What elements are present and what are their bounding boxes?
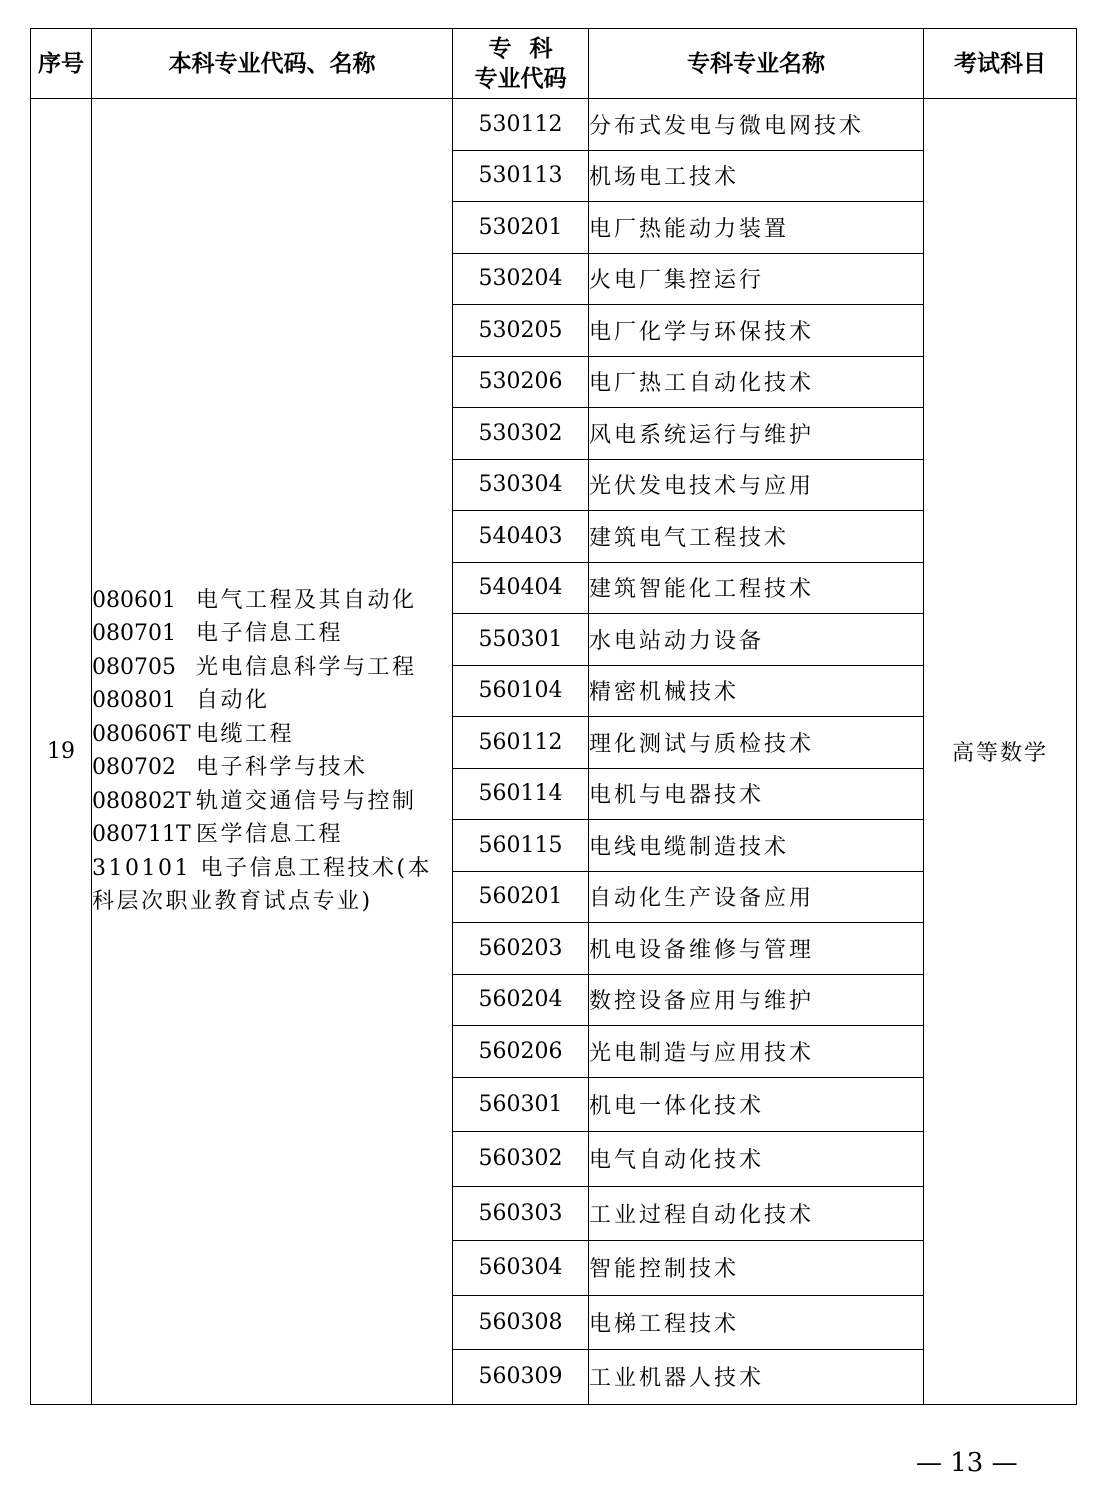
junior-major-code: 530204 [453,253,589,305]
header-row [31,29,1077,99]
undergrad-major-name: 轨道交通信号与控制 [196,788,417,814]
undergrad-major-name: 医学信息工程 [196,822,344,848]
junior-major-name: 精密机械技术 [589,665,924,717]
junior-major-name: 工业机器人技术 [589,1350,924,1405]
undergrad-major-item [92,818,452,852]
junior-major-name: 火电厂集控运行 [589,253,924,305]
junior-major-name: 电梯工程技术 [589,1295,924,1350]
undergrad-major-code: 080702 [92,755,176,781]
undergrad-cell [92,99,453,1405]
header-junior-code [453,29,589,99]
junior-major-name: 智能控制技术 [589,1241,924,1296]
undergrad-major-name: 光电信息科学与工程 [196,654,417,680]
undergrad-major-code: 080711T [92,822,191,848]
junior-major-code: 560203 [453,923,589,975]
undergrad-major-name: 电子信息工程 [196,621,344,647]
junior-major-code: 560204 [453,974,589,1026]
undergrad-major-code: 080701 [92,621,176,647]
junior-major-name: 机电设备维修与管理 [589,923,924,975]
junior-major-code: 530302 [453,408,589,460]
undergrad-major-code: 080606T [92,721,191,747]
undergrad-major-name: 自动化 [196,688,270,714]
junior-major-code: 560206 [453,1026,589,1078]
junior-major-code: 560303 [453,1186,589,1241]
undergrad-major-item [92,617,452,651]
header-junior-code-line1: 专科 [488,35,571,62]
undergrad-major-code: 080601 [92,587,176,613]
undergrad-major-item [92,584,452,618]
undergrad-major-code: 080801 [92,688,176,714]
junior-major-name: 建筑智能化工程技术 [589,562,924,614]
header-undergrad: 本科专业代码、名称 [92,29,453,99]
junior-major-name: 光伏发电技术与应用 [589,459,924,511]
undergrad-major-item [92,751,452,785]
junior-major-code: 530112 [453,99,589,151]
seq-cell: 19 [31,99,92,1405]
junior-major-code: 530304 [453,459,589,511]
junior-major-name: 机电一体化技术 [589,1077,924,1132]
junior-major-code: 530206 [453,356,589,408]
junior-major-name: 数控设备应用与维护 [589,974,924,1026]
header-junior-code-line2: 专业代码 [474,65,567,92]
header-seq: 序号 [31,29,92,99]
junior-major-name: 电厂化学与环保技术 [589,305,924,357]
undergrad-major-item [92,785,452,819]
page-number: — 13 — [916,1448,1018,1478]
junior-major-name: 光电制造与应用技术 [589,1026,924,1078]
undergrad-major-name: 电子科学与技术 [196,755,368,781]
junior-major-code: 560115 [453,820,589,872]
junior-major-code: 530113 [453,150,589,202]
junior-major-code: 540403 [453,511,589,563]
junior-major-name: 电厂热工自动化技术 [589,356,924,408]
undergrad-major-code: 080705 [92,654,176,680]
junior-major-code: 550301 [453,614,589,666]
junior-major-name: 分布式发电与微电网技术 [589,99,924,151]
undergrad-major-item [92,651,452,685]
junior-major-code: 560308 [453,1295,589,1350]
exam-subject-cell: 高等数学 [924,99,1077,1405]
junior-major-code: 560112 [453,717,589,769]
junior-major-code: 560302 [453,1132,589,1187]
junior-major-code: 560201 [453,871,589,923]
junior-major-code: 560309 [453,1350,589,1405]
junior-major-name: 电厂热能动力装置 [589,202,924,254]
junior-major-name: 电机与电器技术 [589,768,924,820]
major-table [30,28,1077,1405]
junior-major-code: 530205 [453,305,589,357]
junior-major-code: 560104 [453,665,589,717]
junior-major-name: 理化测试与质检技术 [589,717,924,769]
junior-major-name: 机场电工技术 [589,150,924,202]
header-exam-subject: 考试科目 [924,29,1077,99]
junior-major-code: 540404 [453,562,589,614]
junior-major-name: 水电站动力设备 [589,614,924,666]
junior-major-code: 560304 [453,1241,589,1296]
junior-major-code: 560114 [453,768,589,820]
undergrad-major-code: 080802T [92,788,191,814]
undergrad-major-item-pilot: 310101 电子信息工程技术(本科层次职业教育试点专业) [92,855,433,915]
junior-major-name: 电气自动化技术 [589,1132,924,1187]
junior-major-code: 560301 [453,1077,589,1132]
header-junior-name: 专科专业名称 [589,29,924,99]
undergrad-major-item [92,684,452,718]
undergrad-major-item [92,718,452,752]
junior-major-code: 530201 [453,202,589,254]
junior-major-name: 建筑电气工程技术 [589,511,924,563]
junior-major-name: 电线电缆制造技术 [589,820,924,872]
undergrad-major-name: 电气工程及其自动化 [196,587,417,613]
undergrad-major-name: 电缆工程 [196,721,295,747]
table-row [31,99,1077,151]
junior-major-name: 工业过程自动化技术 [589,1186,924,1241]
junior-major-name: 自动化生产设备应用 [589,871,924,923]
junior-major-name: 风电系统运行与维护 [589,408,924,460]
